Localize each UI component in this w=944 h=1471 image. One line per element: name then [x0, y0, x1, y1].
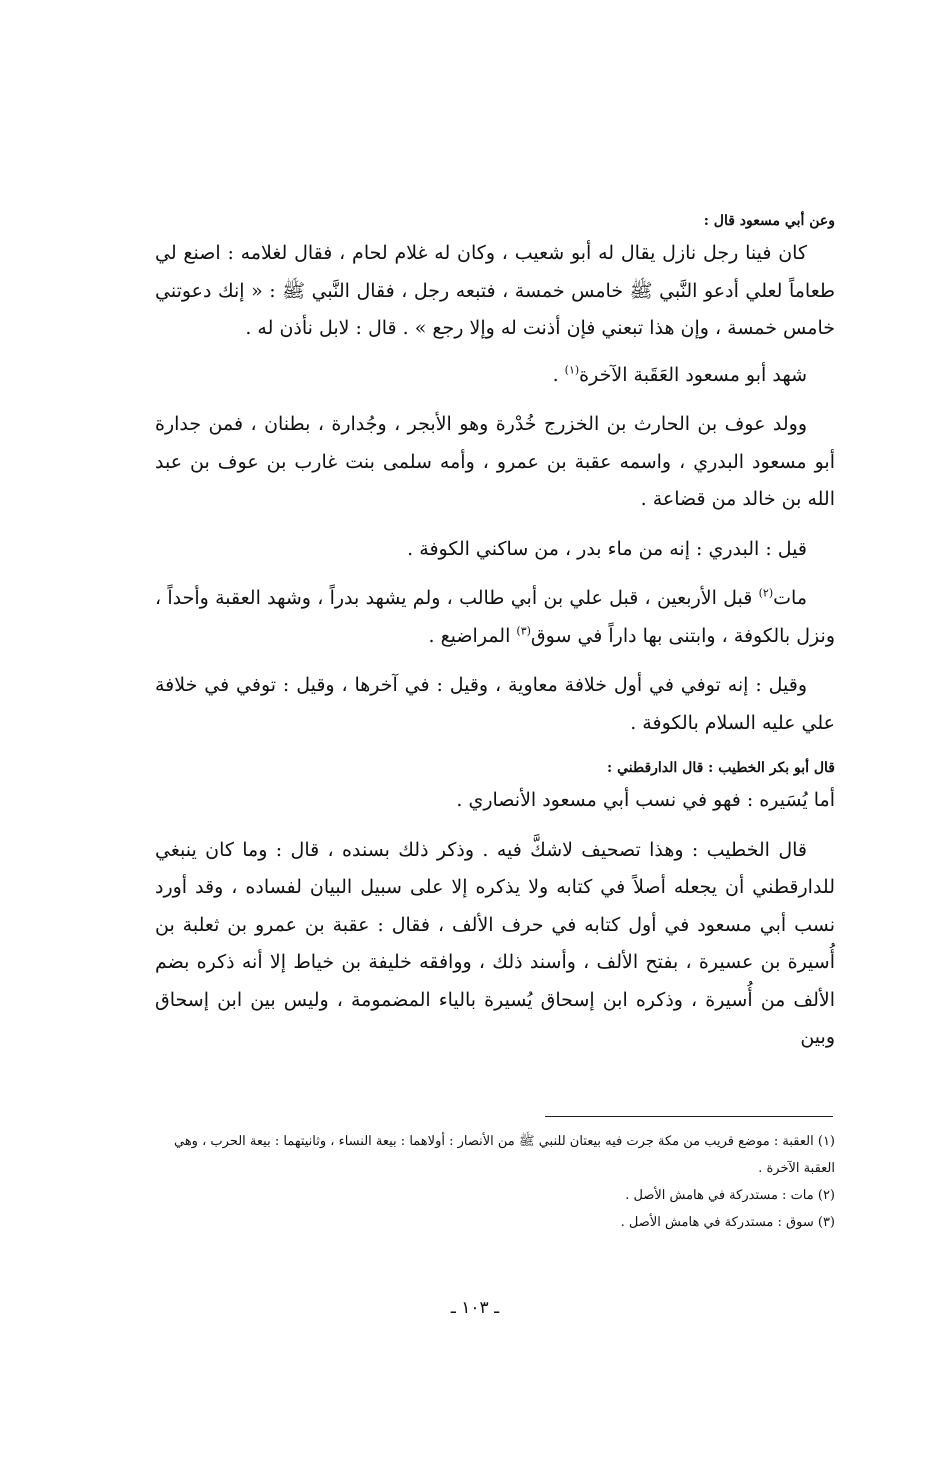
- footnote-2: (٢) مات : مستدركة في هامش الأصل .: [625, 1188, 835, 1203]
- section-heading-abu-masud: وعن أبي مسعود قال :: [703, 213, 835, 229]
- paragraph-awf-lineage: وولد عوف بن الحارث بن الخزرج خُدْرة وهو الأبجر ، وجُدارة ، بطنان ، فمن جدارة أبو مسعود البدري ، واسمه عقبة بن عمرو ، وأمه سلمى بنت غارب بن عوف بن عبد الله بن خالد من قضاعة .: [155, 413, 835, 510]
- paragraph-death-middle: قبل الأربعين ، قبل علي بن أبي طالب ، ولم يشهد بدراً ، وشهد العقبة وأحداً ، ونزل بالكوفة ، وابتنى بها داراً في سوق: [155, 587, 835, 647]
- page-number: ـ ١٠٣ ـ: [450, 1298, 500, 1318]
- footnote-ref-2: (٢): [758, 586, 774, 600]
- footnote-ref-1: (١): [564, 363, 580, 377]
- footnote-3: (٣) سوق : مستدركة في هامش الأصل .: [620, 1215, 835, 1230]
- paragraph-aqaba-end: .: [552, 363, 565, 386]
- main-text: [155, 207, 835, 1066]
- paragraph-yusayra: أما يُسَيره : فهو في نسب أبي مسعود الأنصاري .: [456, 789, 835, 811]
- paragraph-death-caliphate: وقيل : إنه توفي في أول خلافة معاوية ، وقيل : في آخرها ، وقيل : توفي في خلافة علي عليه السلام بالكوفة .: [155, 674, 835, 734]
- paragraph-khatib-correction: قال الخطيب : وهذا تصحيف لاشكَّ فيه . وذكر ذلك بسنده ، قال : وما كان ينبغي للدارقطني أن يجعله أصلاً في كتابه ولا يذكره إلا على سبيل البيان لفساده ، وقد أورد نسب أبي مسعود في أول كتابه في حرف الألف ، فقال : عقبة بن عمرو بن ثعلبة بن أُسيرة بن عسيرة ، بفتح الألف ، وأسند ذلك ، ووافقه خليفة بن خياط إلا أنه ذكره بضم الألف من أُسيرة ، وذكره ابن إسحاق يُسيرة بالياء المضمومة ، وليس بين ابن إسحاق وبين: [155, 838, 835, 1048]
- paragraph-abu-shuayb-story: كان فينا رجل نازل يقال له أبو شعيب ، وكان له غلام لحام ، فقال لغلامه : اصنع لي طعاماً لعلي أدعو النَّبي ﷺ خامس خمسة ، فتبعه رجل ، فقال النَّبي ﷺ : « إنك دعوتني خامس خمسة ، وإن هذا تبعني فإن أذنت له وإلا رجع » . قال : لابل نأذن له .: [155, 242, 835, 339]
- paragraph-death-word: مات: [773, 587, 807, 609]
- paragraph-death-kufa: [155, 580, 835, 655]
- paragraph-aqaba-text: شهد أبو مسعود العَقَبة الآخرة: [579, 363, 807, 386]
- footnote-1: (١) العقبة : موضع قريب من مكة جرت فيه بيعتان للنبي ﷺ من الأنصار : أولاهما : بيعة النساء ، وثانيتهما : بيعة الحرب ، وهي العقبة الآخرة .: [173, 1134, 835, 1176]
- paragraph-death-end: المراضيع .: [428, 624, 517, 647]
- footnotes: [155, 1128, 835, 1236]
- paragraph-badri-origin: قيل : البدري : إنه من ماء بدر ، من ساكني الكوفة .: [407, 537, 807, 560]
- footnote-ref-3: (٣): [516, 624, 531, 638]
- section-heading-khatib: قال أبو بكر الخطيب : قال الدارقطني :: [607, 760, 835, 776]
- footnote-divider: [545, 1116, 833, 1117]
- paragraph-aqaba-witness: [155, 357, 835, 395]
